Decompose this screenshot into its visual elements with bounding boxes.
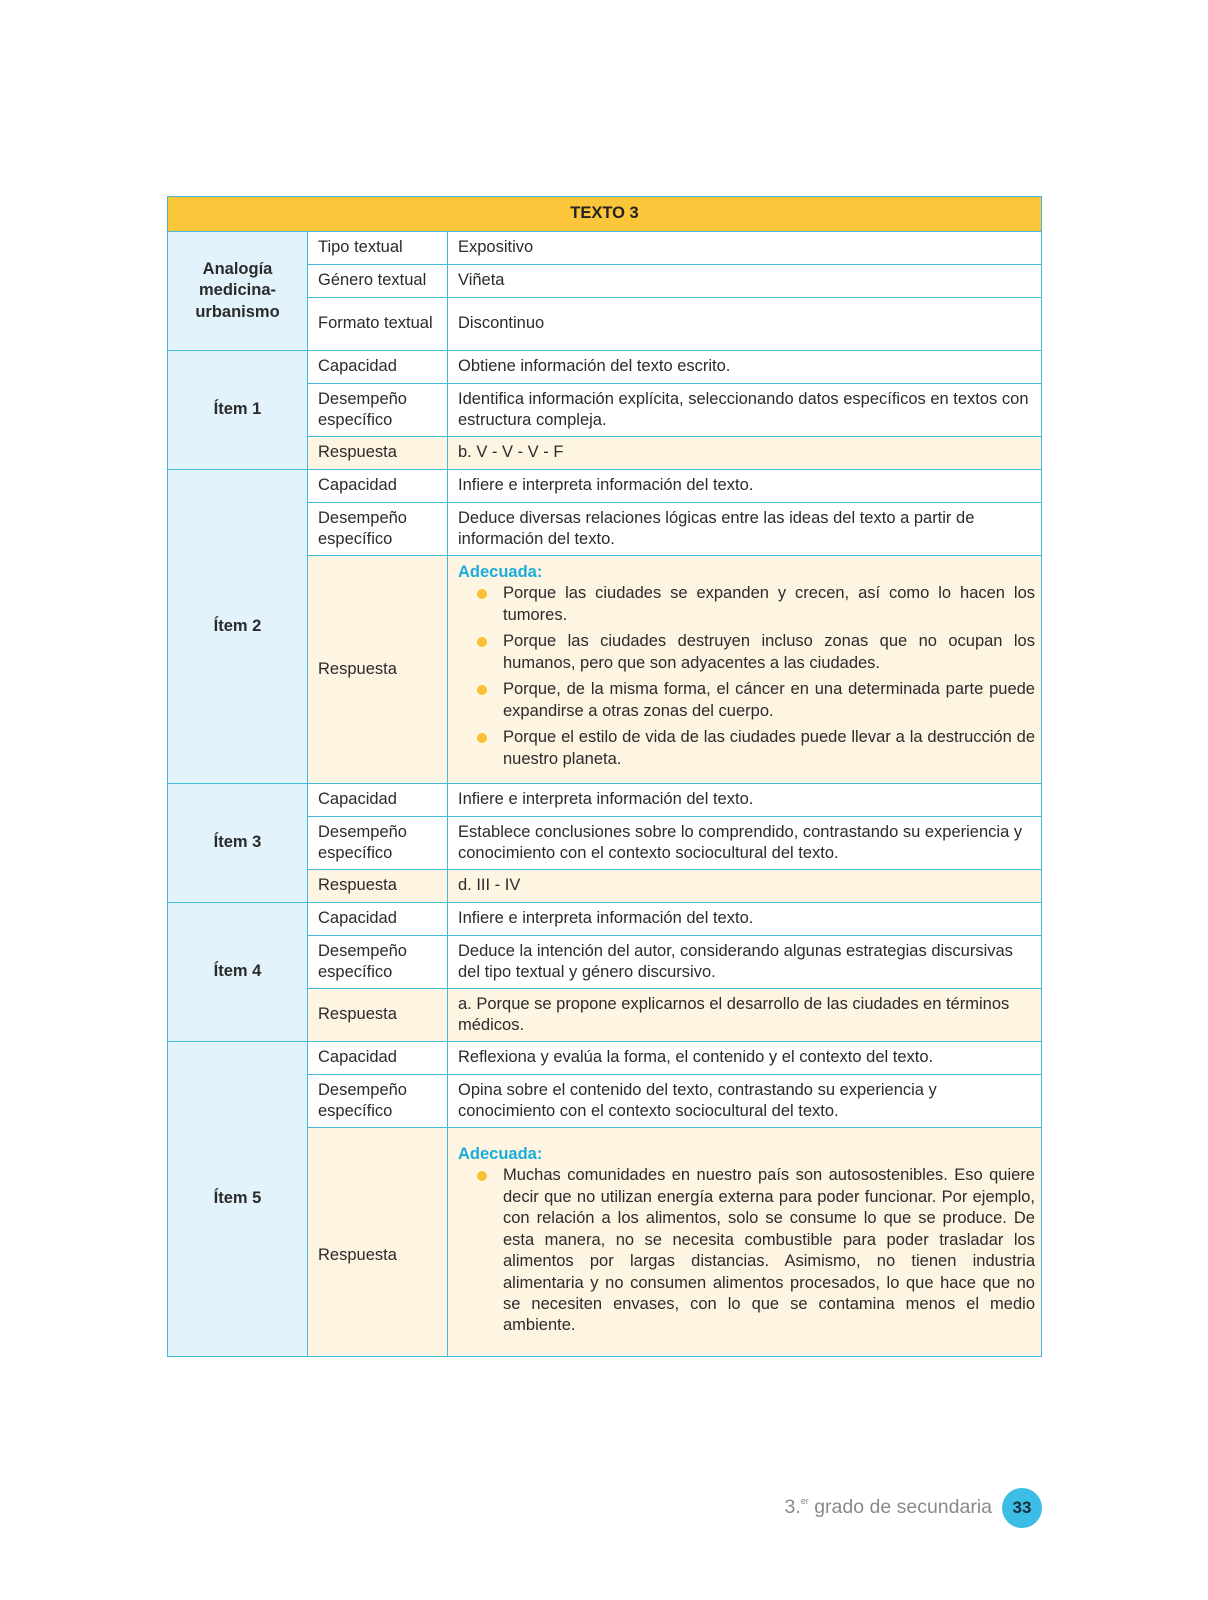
grade-number: 3. — [784, 1496, 801, 1518]
answer-text: Muchas comunidades en nuestro país son autosostenibles. Eso quiere decir que no utilizan energía externa para poder funcionar. Por ejemplo, con relación a los alimentos, solo se consume lo que se produce. De esta manera, no se necesita combustible para poder trasladar los alimentos por largas distancias. Asimismo, no tienen industria alimentaria y no consumen alimentos procesados, lo que hace que no se necesiten envases, con lo que se contamina menos el medio ambiente. — [503, 1166, 1035, 1335]
row-label: Desempeño específico — [308, 816, 448, 869]
answer-list — [458, 583, 1035, 770]
page-footer — [760, 1488, 1042, 1530]
row-label: Desempeño específico — [308, 935, 448, 988]
bullet-icon — [477, 733, 487, 743]
row-value: Infiere e interpreta información del texto. — [448, 783, 1042, 816]
row-label: Capacidad — [308, 902, 448, 935]
row-value: a. Porque se propone explicarnos el desarrollo de las ciudades en términos médicos. — [448, 988, 1042, 1041]
group-label: Ítem 3 — [168, 783, 308, 902]
row-value: Obtiene información del texto escrito. — [448, 351, 1042, 384]
list-item — [503, 679, 1035, 722]
group-label: Ítem 5 — [168, 1041, 308, 1356]
answer-text: Porque las ciudades destruyen incluso zonas que no ocupan los humanos, pero que son adyacentes a las ciudades. — [503, 632, 1035, 672]
answer-heading: Adecuada: — [458, 1144, 543, 1163]
list-item — [503, 1165, 1035, 1337]
row-value: Deduce la intención del autor, considerando algunas estrategias discursivas del tipo textual y género discursivo. — [448, 935, 1042, 988]
group-label: Analogía medicina-urbanismo — [168, 232, 308, 351]
table-row — [168, 470, 1042, 503]
row-value: Identifica información explícita, seleccionando datos específicos en textos con estructura compleja. — [448, 384, 1042, 437]
answer-heading: Adecuada: — [458, 563, 543, 581]
table-body — [168, 232, 1042, 1357]
row-label: Desempeño específico — [308, 503, 448, 556]
list-item — [503, 727, 1035, 770]
answer-text: Porque el estilo de vida de las ciudades puede llevar a la destrucción de nuestro planeta. — [503, 728, 1035, 768]
group-label: Ítem 2 — [168, 470, 308, 784]
row-label: Respuesta — [308, 556, 448, 784]
row-label: Respuesta — [308, 437, 448, 470]
row-label: Respuesta — [308, 869, 448, 902]
bullet-icon — [477, 685, 487, 695]
row-value: Deduce diversas relaciones lógicas entre las ideas del texto a partir de información del texto. — [448, 503, 1042, 556]
table-row — [168, 232, 1042, 265]
row-value: Infiere e interpreta información del texto. — [448, 902, 1042, 935]
table-row — [168, 783, 1042, 816]
row-label: Capacidad — [308, 470, 448, 503]
row-value: Reflexiona y evalúa la forma, el contenido y el contexto del texto. — [448, 1041, 1042, 1074]
table-row — [168, 902, 1042, 935]
row-value: Expositivo — [448, 232, 1042, 265]
page-number-badge: 33 — [1002, 1488, 1042, 1528]
row-value: Discontinuo — [448, 298, 1042, 351]
row-label: Género textual — [308, 265, 448, 298]
row-value: Opina sobre el contenido del texto, contrastando su experiencia y conocimiento con el contexto sociocultural del texto. — [448, 1074, 1042, 1127]
grade-label — [785, 1496, 993, 1519]
row-label: Formato textual — [308, 298, 448, 351]
row-value: Infiere e interpreta información del texto. — [448, 470, 1042, 503]
bullet-icon — [477, 589, 487, 599]
row-label: Desempeño específico — [308, 384, 448, 437]
row-label: Capacidad — [308, 1041, 448, 1074]
row-value: Viñeta — [448, 265, 1042, 298]
grade-text: grado de secundaria — [808, 1496, 992, 1518]
table-title: TEXTO 3 — [168, 197, 1042, 232]
list-item — [503, 583, 1035, 626]
group-label: Ítem 4 — [168, 902, 308, 1041]
answer-text: Porque, de la misma forma, el cáncer en una determinada parte puede expandirse a otras zonas del cuerpo. — [503, 680, 1035, 720]
bullet-icon — [477, 1171, 487, 1181]
row-label: Respuesta — [308, 1127, 448, 1356]
bullet-icon — [477, 637, 487, 647]
row-value — [448, 1127, 1042, 1356]
group-label: Ítem 1 — [168, 351, 308, 470]
row-label: Capacidad — [308, 783, 448, 816]
list-item — [503, 631, 1035, 674]
table-row — [168, 1041, 1042, 1074]
row-value: b. V - V - V - F — [448, 437, 1042, 470]
row-value: d. III - IV — [448, 869, 1042, 902]
row-value — [448, 556, 1042, 784]
row-label: Desempeño específico — [308, 1074, 448, 1127]
row-label: Tipo textual — [308, 232, 448, 265]
answer-key-table — [167, 196, 1042, 1357]
row-value: Establece conclusiones sobre lo comprendido, contrastando su experiencia y conocimiento con el contexto sociocultural del texto. — [448, 816, 1042, 869]
table-row — [168, 351, 1042, 384]
answer-list — [458, 1165, 1035, 1337]
answer-text: Porque las ciudades se expanden y crecen, así como lo hacen los tumores. — [503, 584, 1035, 624]
row-label: Respuesta — [308, 988, 448, 1041]
grade-suffix: er — [800, 1496, 809, 1506]
row-label: Capacidad — [308, 351, 448, 384]
